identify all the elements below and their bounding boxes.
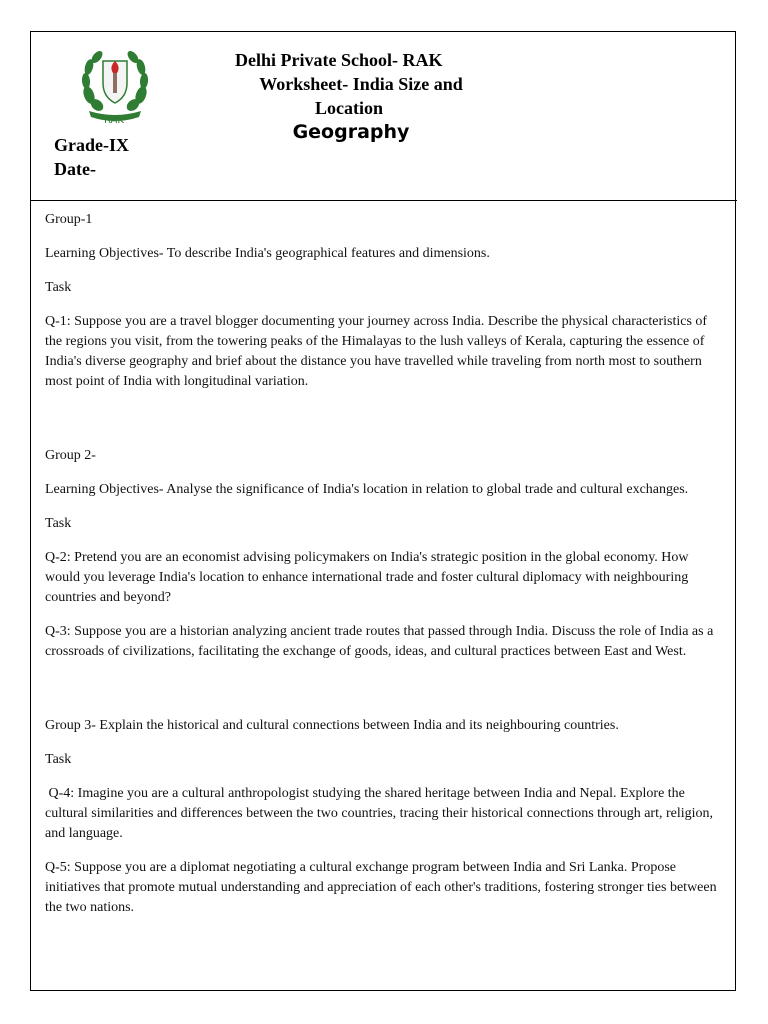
question-4: Q-4: Imagine you are a cultural anthropologist studying the shared heritage between India and Nepal. Explore the cultural similarities and differences between the two countries, tracing their historical connections through art, religion, and language. bbox=[45, 786, 717, 841]
grade-label: Grade-IX bbox=[54, 135, 129, 155]
spacer bbox=[45, 406, 725, 446]
spacer bbox=[45, 676, 725, 716]
worksheet-content bbox=[45, 210, 725, 932]
group2-heading: Group 2- bbox=[45, 448, 96, 463]
group1-task-label: Task bbox=[45, 280, 72, 295]
worksheet-page bbox=[30, 31, 736, 991]
logo-text: RAK bbox=[104, 115, 124, 126]
question-5: Q-5: Suppose you are a diplomat negotiating a cultural exchange program between India and Sri Lanka. Propose initiatives that promote mutual understanding and appreciation of each other's traditions, fostering stronger ties between the two nations. bbox=[45, 860, 717, 915]
worksheet-title: Worksheet- India Size and bbox=[259, 74, 463, 94]
title-block bbox=[191, 48, 491, 144]
group2-task-label: Task bbox=[45, 516, 72, 531]
worksheet-title-cont: Location bbox=[314, 98, 383, 118]
question-2: Q-2: Pretend you are an economist advising policymakers on India's strategic position in the global economy. How would you leverage India's location to enhance international trade and foster cultural diplomacy with neighbouring countries and beyond? bbox=[45, 550, 689, 605]
subject-title: Geography bbox=[292, 121, 410, 143]
group3-heading: Group 3- Explain the historical and cultural connections between India and its neighbouring countries. bbox=[45, 718, 619, 733]
question-1: Q-1: Suppose you are a travel blogger documenting your journey across India. Describe the physical characteristics of the regions you visit, from the towering peaks of the Himalayas to the lush valleys of Kerala, capturing the essence of India's diverse geography and brief about the distance you have travelled while traveling from north most to southern most point of India with longitudinal variation. bbox=[45, 314, 708, 389]
group1-heading: Group-1 bbox=[45, 212, 93, 227]
group2-objective: Learning Objectives- Analyse the significance of India's location in relation to global trade and cultural exchanges. bbox=[45, 482, 689, 497]
date-label: Date- bbox=[54, 159, 96, 179]
header-divider bbox=[31, 200, 737, 201]
group3-task-label: Task bbox=[45, 752, 72, 767]
question-3: Q-3: Suppose you are a historian analyzing ancient trade routes that passed through India. Discuss the role of India as a crossroads of civilizations, facilitating the exchange of goods, ideas, and cultural practices between East and West. bbox=[45, 624, 714, 659]
group1-objective: Learning Objectives- To describe India's geographical features and dimensions. bbox=[45, 246, 490, 261]
school-name: Delhi Private School- RAK bbox=[235, 50, 443, 70]
